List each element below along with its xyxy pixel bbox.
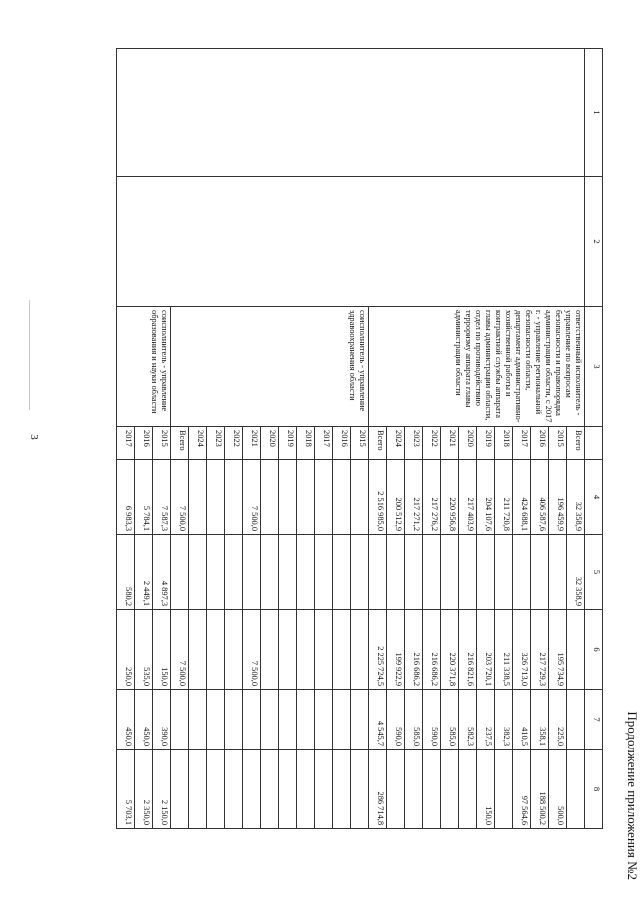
amount-cell: 390,0 bbox=[153, 690, 171, 750]
amount-cell bbox=[207, 690, 225, 750]
amount-cell bbox=[567, 750, 585, 829]
amount-cell: 204 107,6 bbox=[477, 460, 495, 535]
amount-cell: 358,1 bbox=[531, 690, 549, 750]
amount-cell bbox=[315, 690, 333, 750]
amount-cell: 582,3 bbox=[459, 690, 477, 750]
year-cell: Всего bbox=[171, 427, 189, 460]
year-cell: 2022 bbox=[423, 427, 441, 460]
amount-cell: 217 403,9 bbox=[459, 460, 477, 535]
amount-cell: 500,0 bbox=[549, 750, 567, 829]
executor-cell: ответственный исполнитель - управление по вопросам безопасности и правопорядка администрации области, с 2017 г. - управление региональной безопасности области, департамент административно-хозяйственной работы и контрактной службы аппарата главы администрации области, отдел по противодействию терроризму аппарата главы администрации области bbox=[369, 307, 585, 427]
amount-cell: 211 338,5 bbox=[495, 610, 513, 690]
amount-cell: 450,0 bbox=[135, 690, 153, 750]
amount-cell bbox=[207, 535, 225, 610]
amount-cell: 225,0 bbox=[549, 690, 567, 750]
amount-cell bbox=[351, 690, 369, 750]
amount-cell: 4 545,7 bbox=[369, 690, 387, 750]
amount-cell bbox=[261, 535, 279, 610]
amount-cell bbox=[477, 535, 495, 610]
amount-cell bbox=[495, 750, 513, 829]
amount-cell bbox=[225, 535, 243, 610]
amount-cell bbox=[297, 460, 315, 535]
year-cell: 2021 bbox=[441, 427, 459, 460]
year-cell: 2023 bbox=[405, 427, 423, 460]
amount-cell: 326 713,0 bbox=[513, 610, 531, 690]
amount-cell bbox=[189, 460, 207, 535]
amount-cell bbox=[189, 690, 207, 750]
amount-cell bbox=[279, 750, 297, 829]
year-cell: 2023 bbox=[207, 427, 225, 460]
column-number: 8 bbox=[585, 750, 603, 829]
amount-cell bbox=[495, 535, 513, 610]
year-cell: 2015 bbox=[549, 427, 567, 460]
column-number: 4 bbox=[585, 460, 603, 535]
amount-cell bbox=[297, 535, 315, 610]
amount-cell bbox=[225, 610, 243, 690]
amount-cell bbox=[441, 750, 459, 829]
amount-cell: 200 512,9 bbox=[387, 460, 405, 535]
amount-cell: 2 225 724,5 bbox=[369, 610, 387, 690]
amount-cell bbox=[261, 750, 279, 829]
amount-cell: 216 821,6 bbox=[459, 610, 477, 690]
header-row bbox=[585, 49, 603, 829]
amount-cell bbox=[261, 690, 279, 750]
amount-cell bbox=[549, 535, 567, 610]
amount-cell: 150,0 bbox=[477, 750, 495, 829]
amount-cell bbox=[351, 610, 369, 690]
amount-cell bbox=[459, 750, 477, 829]
amount-cell: 4 897,3 bbox=[153, 535, 171, 610]
year-cell: 2020 bbox=[459, 427, 477, 460]
amount-cell: 590,0 bbox=[387, 690, 405, 750]
amount-cell: 199 922,9 bbox=[387, 610, 405, 690]
executor-cell: соисполнитель - управление здравоохранения области bbox=[171, 307, 369, 427]
executor-cell: соисполнитель - управление образования и науки области bbox=[117, 307, 171, 427]
amount-cell: 5 784,1 bbox=[135, 460, 153, 535]
year-cell: 2018 bbox=[495, 427, 513, 460]
column-number bbox=[585, 427, 603, 460]
year-cell: 2015 bbox=[153, 427, 171, 460]
amount-cell bbox=[243, 750, 261, 829]
amount-cell bbox=[423, 750, 441, 829]
year-cell: Всего bbox=[369, 427, 387, 460]
amount-cell: 2 150,0 bbox=[153, 750, 171, 829]
amount-cell: 2 350,0 bbox=[135, 750, 153, 829]
amount-cell: 211 720,8 bbox=[495, 460, 513, 535]
year-cell: 2016 bbox=[135, 427, 153, 460]
amount-cell bbox=[261, 610, 279, 690]
amount-cell bbox=[297, 750, 315, 829]
amount-cell bbox=[387, 535, 405, 610]
amount-cell: 217 729,3 bbox=[531, 610, 549, 690]
amount-cell bbox=[243, 690, 261, 750]
amount-cell bbox=[441, 535, 459, 610]
amount-cell bbox=[171, 690, 189, 750]
amount-cell: 286 714,8 bbox=[369, 750, 387, 829]
amount-cell bbox=[315, 750, 333, 829]
year-cell: 2016 bbox=[531, 427, 549, 460]
amount-cell: 580,2 bbox=[117, 535, 135, 610]
amount-cell bbox=[513, 535, 531, 610]
year-cell: 2021 bbox=[243, 427, 261, 460]
amount-cell bbox=[333, 610, 351, 690]
amount-cell: 217 271,2 bbox=[405, 460, 423, 535]
amount-cell bbox=[171, 535, 189, 610]
amount-cell bbox=[189, 535, 207, 610]
amount-cell bbox=[207, 750, 225, 829]
amount-cell bbox=[459, 535, 477, 610]
amount-cell bbox=[261, 460, 279, 535]
amount-cell: 585,0 bbox=[441, 690, 459, 750]
amount-cell bbox=[243, 535, 261, 610]
amount-cell: 220 371,8 bbox=[441, 610, 459, 690]
amount-cell bbox=[207, 610, 225, 690]
amount-cell: 217 276,2 bbox=[423, 460, 441, 535]
year-cell: 2016 bbox=[333, 427, 351, 460]
column-number: 1 bbox=[585, 49, 603, 177]
amount-cell bbox=[405, 535, 423, 610]
amount-cell: 32 358,9 bbox=[567, 460, 585, 535]
column-number: 7 bbox=[585, 690, 603, 750]
amount-cell: 32 358,9 bbox=[567, 535, 585, 610]
amount-cell bbox=[423, 535, 441, 610]
amount-cell bbox=[351, 460, 369, 535]
amount-cell: 406 587,6 bbox=[531, 460, 549, 535]
amount-cell: 237,5 bbox=[477, 690, 495, 750]
amount-cell bbox=[279, 690, 297, 750]
amount-cell: 410,5 bbox=[513, 690, 531, 750]
column-number: 6 bbox=[585, 610, 603, 690]
amount-cell bbox=[333, 690, 351, 750]
rotated-page bbox=[102, 8, 640, 888]
amount-cell: 7 500,0 bbox=[171, 610, 189, 690]
amount-cell bbox=[225, 750, 243, 829]
amount-cell: 424 688,1 bbox=[513, 460, 531, 535]
amount-cell bbox=[567, 690, 585, 750]
column-1-cell bbox=[117, 49, 585, 177]
amount-cell: 216 686,2 bbox=[423, 610, 441, 690]
amount-cell bbox=[279, 460, 297, 535]
amount-cell bbox=[315, 460, 333, 535]
page-number: 3 bbox=[28, 434, 40, 440]
amount-cell bbox=[333, 460, 351, 535]
amount-cell bbox=[279, 535, 297, 610]
amount-cell: 7 500,0 bbox=[171, 460, 189, 535]
amount-cell: 195 734,9 bbox=[549, 610, 567, 690]
amount-cell: 585,0 bbox=[405, 690, 423, 750]
amount-cell: 7 500,0 bbox=[243, 460, 261, 535]
amount-cell: 7 587,3 bbox=[153, 460, 171, 535]
amount-cell bbox=[369, 535, 387, 610]
amount-cell bbox=[333, 750, 351, 829]
amount-cell bbox=[207, 460, 225, 535]
amount-cell: 2 516 985,0 bbox=[369, 460, 387, 535]
amount-cell: 250,0 bbox=[117, 610, 135, 690]
year-cell: 2019 bbox=[279, 427, 297, 460]
amount-cell bbox=[351, 750, 369, 829]
scan-mark bbox=[29, 300, 30, 410]
column-number: 5 bbox=[585, 535, 603, 610]
amount-cell: 590,0 bbox=[423, 690, 441, 750]
amount-cell: 216 686,2 bbox=[405, 610, 423, 690]
amount-cell: 7 500,0 bbox=[243, 610, 261, 690]
appendix-caption: Продолжение приложения №2 bbox=[625, 711, 640, 880]
amount-cell: 220 956,8 bbox=[441, 460, 459, 535]
amount-cell bbox=[297, 610, 315, 690]
amount-cell: 450,0 bbox=[117, 690, 135, 750]
amount-cell: 97 564,6 bbox=[513, 750, 531, 829]
amount-cell bbox=[315, 610, 333, 690]
amount-cell: 150,0 bbox=[153, 610, 171, 690]
amount-cell: 196 459,9 bbox=[549, 460, 567, 535]
amount-cell: 5 703,1 bbox=[117, 750, 135, 829]
year-cell: Всего bbox=[567, 427, 585, 460]
amount-cell: 203 720,1 bbox=[477, 610, 495, 690]
amount-cell bbox=[189, 610, 207, 690]
amount-cell: 6 983,3 bbox=[117, 460, 135, 535]
column-number: 3 bbox=[585, 307, 603, 427]
year-cell: 2019 bbox=[477, 427, 495, 460]
amount-cell bbox=[333, 535, 351, 610]
amount-cell: 2 449,1 bbox=[135, 535, 153, 610]
amount-cell bbox=[279, 610, 297, 690]
amount-cell bbox=[189, 750, 207, 829]
amount-cell bbox=[171, 750, 189, 829]
year-cell: 2017 bbox=[117, 427, 135, 460]
year-cell: 2020 bbox=[261, 427, 279, 460]
amount-cell bbox=[567, 610, 585, 690]
amount-cell: 382,3 bbox=[495, 690, 513, 750]
amount-cell bbox=[315, 535, 333, 610]
column-number: 2 bbox=[585, 177, 603, 307]
amount-cell bbox=[297, 690, 315, 750]
year-cell: 2015 bbox=[351, 427, 369, 460]
amount-cell bbox=[225, 460, 243, 535]
amount-cell: 535,0 bbox=[135, 610, 153, 690]
amount-cell: 188 500,2 bbox=[531, 750, 549, 829]
year-cell: 2018 bbox=[297, 427, 315, 460]
amount-cell bbox=[351, 535, 369, 610]
amount-cell bbox=[405, 750, 423, 829]
amount-cell bbox=[225, 690, 243, 750]
year-cell: 2022 bbox=[225, 427, 243, 460]
amount-cell bbox=[387, 750, 405, 829]
year-cell: 2017 bbox=[513, 427, 531, 460]
year-cell: 2024 bbox=[189, 427, 207, 460]
table-row bbox=[567, 49, 585, 829]
amount-cell bbox=[531, 535, 549, 610]
year-cell: 2017 bbox=[315, 427, 333, 460]
column-2-cell bbox=[117, 177, 585, 307]
budget-table bbox=[116, 48, 603, 829]
year-cell: 2024 bbox=[387, 427, 405, 460]
